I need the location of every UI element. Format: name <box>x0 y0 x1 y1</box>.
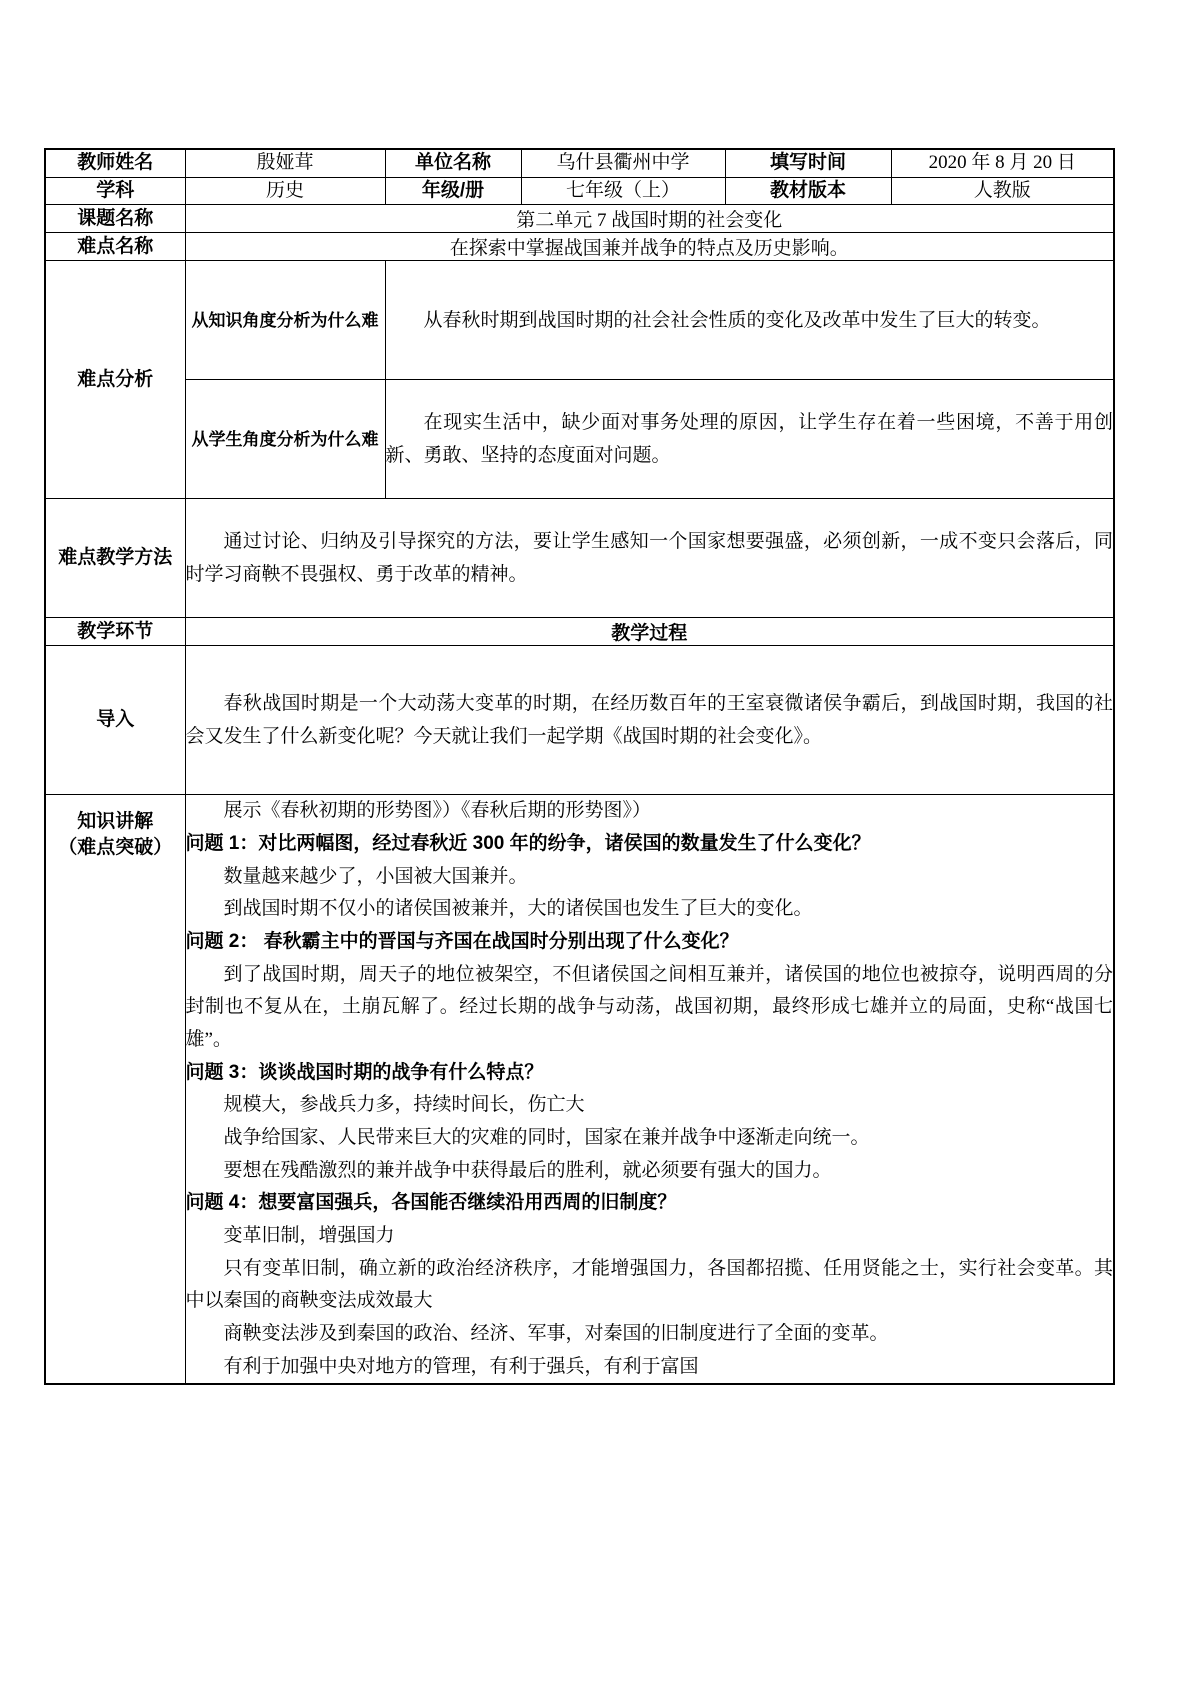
textbook-version-label: 教材版本 <box>725 177 891 205</box>
knowledge-answer-line: 变革旧制，增强国力 <box>223 1224 395 1246</box>
table-row-teaching-method <box>45 499 1114 618</box>
subject-value: 历史 <box>185 177 385 205</box>
table-row-difficulty-name <box>45 233 1114 261</box>
unit-name-label: 单位名称 <box>385 149 521 177</box>
knowledge-question-line: 问题 2： 春秋霸主中的晋国与齐国在战国时分别出现了什么变化？ <box>185 930 739 952</box>
knowledge-question-line: 问题 4：想要富国强兵，各国能否继续沿用西周的旧制度？ <box>185 1192 677 1214</box>
knowledge-angle-label: 从知识角度分析为什么难 <box>185 261 385 380</box>
knowledge-question-line: 问题 1：对比两幅图，经过春秋近 300 年的纷争，诸侯国的数量发生了什么变化？ <box>185 832 871 854</box>
teaching-method-label: 难点教学方法 <box>45 499 185 618</box>
table-row-process-header <box>45 618 1114 646</box>
knowledge-answer-line: 商鞅变法涉及到秦国的政治、经济、军事，对秦国的旧制度进行了全面的变革。 <box>223 1322 889 1344</box>
knowledge-answer-line: 要想在残酷激烈的兼并战争中获得最后的胜利，就必须要有强大的国力。 <box>223 1159 832 1181</box>
knowledge-paragraph-line: 到了战国时期，周天子的地位被架空，不但诸侯国之间相互兼并，诸侯国的地位也被掠夺，说明西周的分封制也不复从在，土崩瓦解了。经过长期的战争与动荡，战国初期，最终形成七雄并立的局面，史称“战国七雄”。 <box>185 963 1113 1050</box>
teacher-name-value: 殷娅茸 <box>185 149 385 177</box>
difficulty-name-value: 在探索中掌握战国兼并战争的特点及历史影响。 <box>185 233 1114 261</box>
fill-time-label: 填写时间 <box>725 149 891 177</box>
knowledge-answer-line: 到战国时期不仅小的诸侯国被兼并，大的诸侯国也发生了巨大的变化。 <box>223 898 813 920</box>
table-row-teacher-info <box>45 149 1114 177</box>
topic-label: 课题名称 <box>45 205 185 233</box>
intro-text: 春秋战国时期是一个大动荡大变革的时期，在经历数百年的王室衰微诸侯争霸后，到战国时期，我国的社会又发生了什么新变化呢？今天就让我们一起学期《战国时期的社会变化》。 <box>185 646 1114 795</box>
student-angle-label: 从学生角度分析为什么难 <box>185 380 385 499</box>
knowledge-answer-line: 数量越来越少了，小国被大国兼并。 <box>223 865 528 887</box>
table-row-topic <box>45 205 1114 233</box>
knowledge-answer-line: 展示《春秋初期的形势图》）《春秋后期的形势图》） <box>223 800 652 822</box>
teaching-method-text: 通过讨论、归纳及引导探究的方法，要让学生感知一个国家想要强盛，必须创新，一成不变只会落后，同时学习商鞅不畏强权、勇于改革的精神。 <box>185 499 1114 618</box>
knowledge-answer-line: 战争给国家、人民带来巨大的灾难的同时，国家在兼并战争中逐渐走向统一。 <box>223 1126 870 1148</box>
grade-volume-label: 年级/册 <box>385 177 521 205</box>
table-row-intro <box>45 646 1114 795</box>
lesson-plan-table <box>44 148 1115 1385</box>
grade-volume-value: 七年级（上） <box>521 177 725 205</box>
difficulty-analysis-label: 难点分析 <box>45 261 185 499</box>
teaching-process-label: 教学过程 <box>185 618 1114 646</box>
teaching-stage-label: 教学环节 <box>45 618 185 646</box>
topic-value: 第二单元 7 战国时期的社会变化 <box>185 205 1114 233</box>
intro-label: 导入 <box>45 646 185 795</box>
teacher-name-label: 教师姓名 <box>45 149 185 177</box>
table-row-difficulty-analysis-student <box>45 380 1114 499</box>
textbook-version-value: 人教版 <box>891 177 1114 205</box>
student-angle-text: 在现实生活中，缺少面对事务处理的原因，让学生存在着一些困境，不善于用创新、勇敢、坚持的态度面对问题。 <box>385 380 1114 499</box>
knowledge-paragraph-line: 只有变革旧制，确立新的政治经济秩序，才能增强国力，各国都招揽、任用贤能之士，实行社会变革。其中以秦国的商鞅变法成效最大 <box>185 1257 1113 1312</box>
knowledge-question-line: 问题 3：谈谈战国时期的战争有什么特点？ <box>185 1061 544 1083</box>
knowledge-explanation-label-line1: 知识讲解 <box>77 811 154 833</box>
knowledge-angle-text: 从春秋时期到战国时期的社会社会性质的变化及改革中发生了巨大的转变。 <box>385 261 1114 380</box>
knowledge-explanation-label-line2: （难点突破） <box>58 836 173 858</box>
knowledge-lines-container <box>186 795 1114 1383</box>
fill-time-value: 2020 年 8 月 20 日 <box>891 149 1114 177</box>
knowledge-answer-line: 有利于加强中央对地方的管理，有利于强兵，有利于富国 <box>223 1355 699 1377</box>
table-row-difficulty-analysis-knowledge <box>45 261 1114 380</box>
knowledge-explanation-label <box>45 795 185 1385</box>
subject-label: 学科 <box>45 177 185 205</box>
knowledge-answer-line: 规模大，参战兵力多，持续时间长，伤亡大 <box>223 1094 585 1116</box>
table-row-subject-info <box>45 177 1114 205</box>
difficulty-name-label: 难点名称 <box>45 233 185 261</box>
knowledge-explanation-body <box>185 795 1114 1385</box>
unit-name-value: 乌什县衢州中学 <box>521 149 725 177</box>
table-row-knowledge <box>45 795 1114 1385</box>
